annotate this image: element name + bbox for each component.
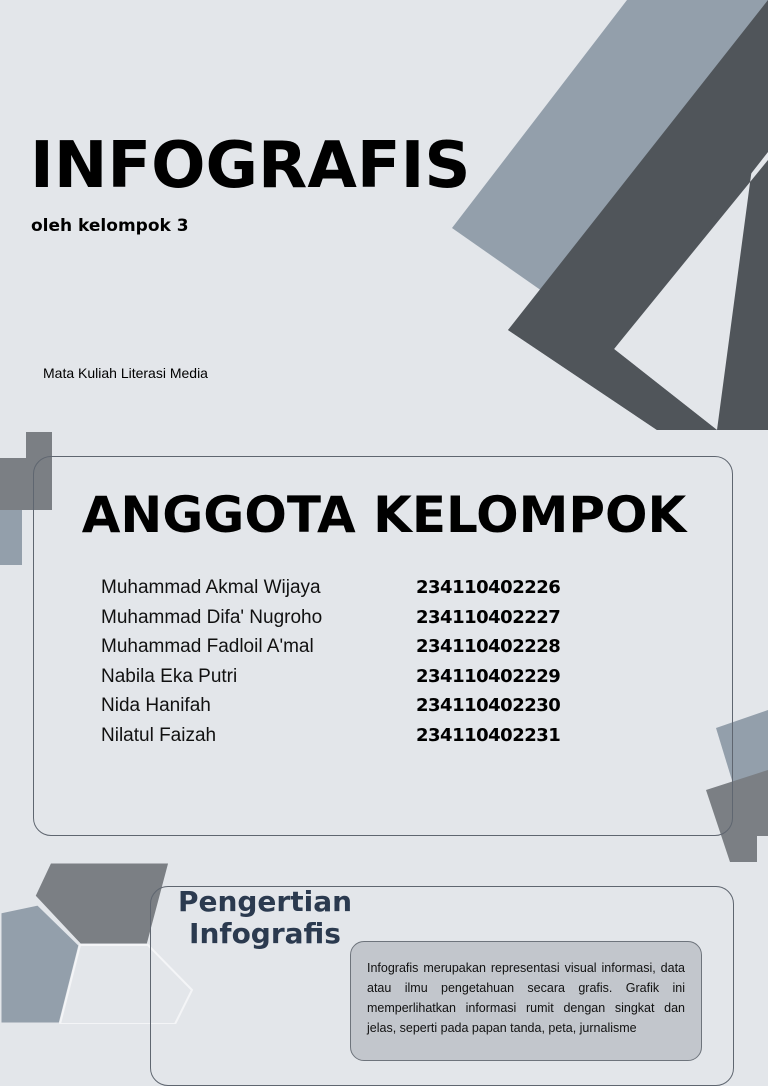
member-id: 234110402230: [416, 695, 561, 717]
member-name: Nida Hanifah: [101, 695, 211, 717]
course-label: Mata Kuliah Literasi Media: [43, 365, 208, 381]
member-id: 234110402228: [416, 636, 561, 658]
definition-heading-line2: Infografis: [189, 917, 341, 950]
member-row: [101, 663, 621, 693]
definition-heading-line1: Pengertian: [177, 885, 353, 918]
member-row: [101, 633, 621, 663]
member-id: 234110402227: [416, 606, 561, 628]
member-id: 234110402226: [416, 577, 561, 598]
member-row: [101, 604, 621, 634]
member-name: Muhammad Fadloil A'mal: [101, 636, 314, 658]
page-subtitle: oleh kelompok 3: [31, 216, 189, 236]
definition-text: Infografis merupakan representasi visual informasi, data atau ilmu pengetahuan secara grafis. Grafik ini memperlihatkan informasi rumit dengan singkat dan jelas, seperti pada papan tanda, peta, jurnalisme: [350, 941, 702, 1061]
member-name: Nilatul Faizah: [101, 724, 217, 746]
member-row: [101, 722, 621, 752]
member-name: Muhammad Difa' Nugroho: [101, 606, 323, 628]
member-name: Muhammad Akmal Wijaya: [101, 577, 321, 598]
page-title: INFOGRAFIS: [30, 129, 471, 203]
member-row: [101, 692, 621, 722]
member-row: [101, 574, 621, 604]
member-id: 234110402231: [416, 724, 561, 746]
members-list: [101, 574, 621, 752]
member-name: Nabila Eka Putri: [101, 665, 238, 687]
member-id: 234110402229: [416, 665, 561, 687]
definition-heading: [170, 886, 360, 950]
members-heading: ANGGOTA KELOMPOK: [81, 486, 687, 544]
